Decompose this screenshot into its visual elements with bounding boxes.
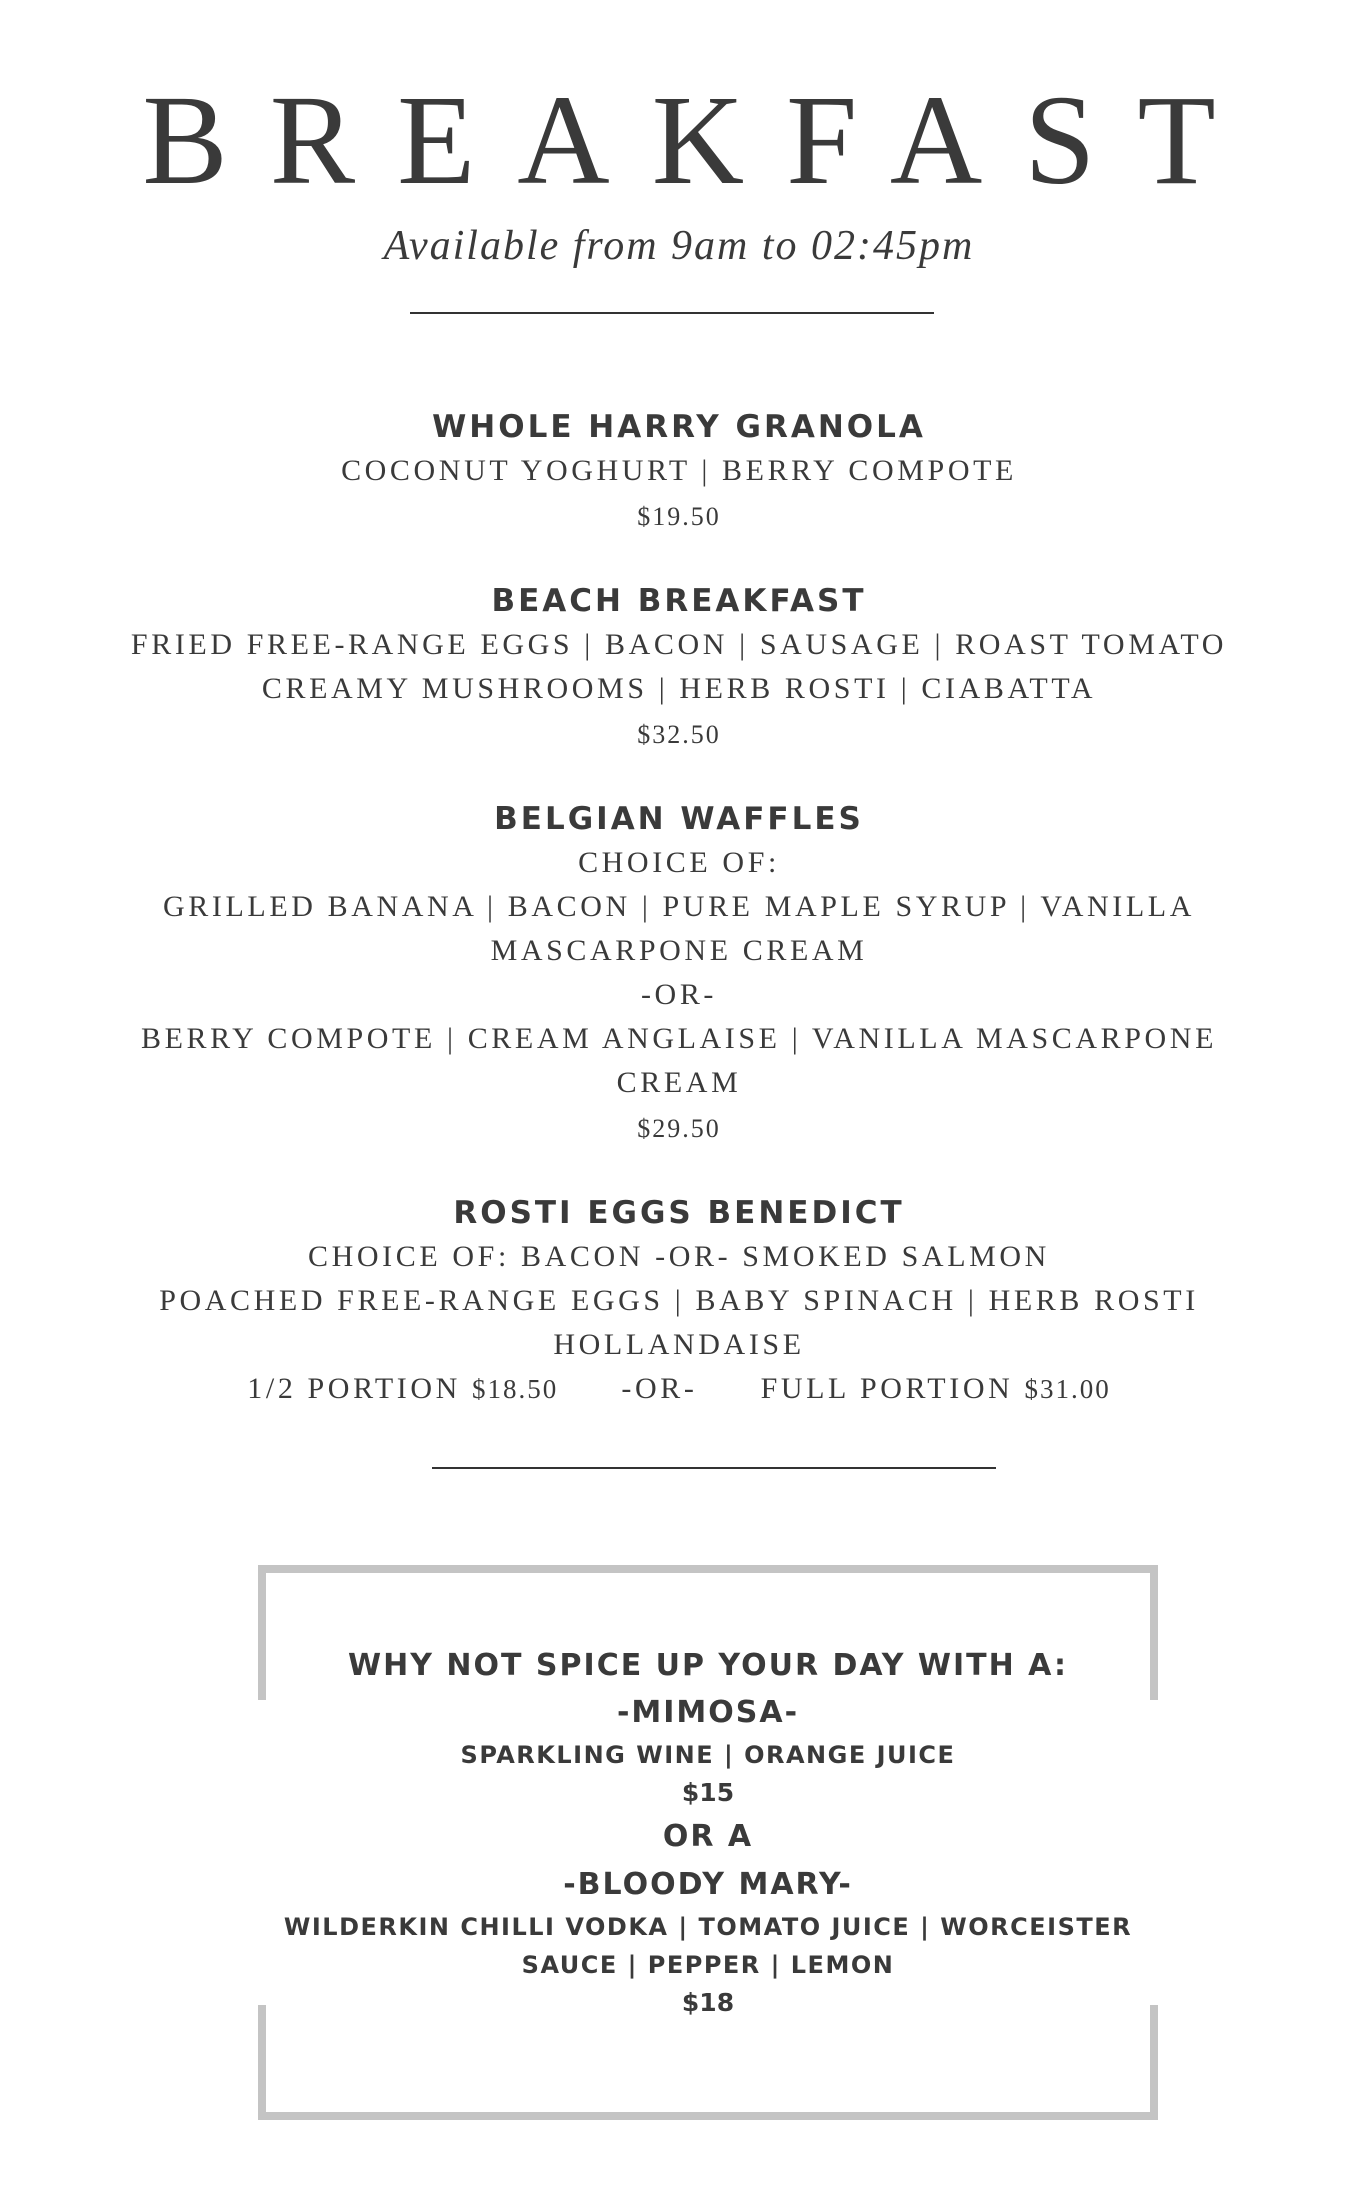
item-description: HOLLANDAISE bbox=[553, 1328, 805, 1361]
half-portion-label: 1/2 PORTION bbox=[247, 1372, 461, 1405]
mimosa-description: SPARKLING WINE | ORANGE JUICE bbox=[460, 1741, 956, 1769]
bloody-mary-name: -BLOODY MARY- bbox=[563, 1867, 853, 1902]
item-description: -OR- bbox=[640, 978, 718, 1011]
bloody-mary-description bbox=[258, 1908, 1158, 1984]
box-border-bottom bbox=[258, 2112, 1158, 2120]
item-description: CHOICE OF: bbox=[578, 846, 780, 879]
divider-top bbox=[410, 312, 934, 314]
half-portion-price: $18.50 bbox=[472, 1374, 559, 1404]
full-portion-label: FULL PORTION bbox=[760, 1372, 1014, 1405]
item-price: $29.50 bbox=[637, 1114, 721, 1143]
drinks-or: OR A bbox=[662, 1819, 754, 1854]
item-name: BEACH BREAKFAST bbox=[491, 583, 867, 619]
mimosa-name: -MIMOSA- bbox=[616, 1695, 800, 1730]
menu-list bbox=[0, 405, 1358, 1449]
full-portion-price: $31.00 bbox=[1024, 1374, 1111, 1404]
item-description: BERRY COMPOTE | CREAM ANGLAISE | VANILLA MASCARPONE bbox=[140, 1022, 1217, 1055]
menu-item-rosti-eggs-benedict bbox=[0, 1191, 1358, 1411]
item-description: FRIED FREE-RANGE EGGS | BACON | SAUSAGE | ROAST TOMATO bbox=[130, 628, 1228, 661]
box-border-top bbox=[258, 1565, 1158, 1573]
item-description: CHOICE OF: BACON -OR- SMOKED SALMON bbox=[308, 1240, 1050, 1273]
box-border-left-bottom bbox=[258, 2005, 266, 2120]
item-name: WHOLE HARRY GRANOLA bbox=[432, 409, 926, 445]
menu-item-granola bbox=[0, 405, 1358, 541]
bloody-mary-price: $18 bbox=[681, 1988, 735, 2017]
item-description: MASCARPONE CREAM bbox=[490, 934, 868, 967]
portion-or: -OR- bbox=[621, 1372, 698, 1405]
item-description: CREAMY MUSHROOMS | HERB ROSTI | CIABATTA bbox=[261, 672, 1097, 705]
bloody-mary-description-line: WILDERKIN CHILLI VODKA | TOMATO JUICE | WORCEISTER bbox=[283, 1913, 1133, 1941]
menu-item-beach-breakfast bbox=[0, 579, 1358, 759]
bloody-mary-description-line: SAUCE | PEPPER | LEMON bbox=[521, 1951, 895, 1979]
box-border-right-bottom bbox=[1150, 2005, 1158, 2120]
item-name: BELGIAN WAFFLES bbox=[494, 801, 864, 837]
portion-options bbox=[0, 1367, 1358, 1411]
item-price: $19.50 bbox=[637, 502, 721, 531]
divider-bottom bbox=[432, 1467, 996, 1469]
item-description: GRILLED BANANA | BACON | PURE MAPLE SYRUP | VANILLA bbox=[163, 890, 1195, 923]
page-title: BREAKFAST bbox=[142, 69, 1258, 211]
item-description: COCONUT YOGHURT | BERRY COMPOTE bbox=[341, 454, 1017, 487]
item-name: ROSTI EGGS BENEDICT bbox=[453, 1195, 905, 1231]
drinks-section bbox=[0, 1642, 1358, 2022]
item-description: CREAM bbox=[616, 1066, 742, 1099]
mimosa-price: $15 bbox=[681, 1778, 735, 1807]
menu-item-belgian-waffles bbox=[0, 797, 1358, 1153]
item-price: $32.50 bbox=[637, 720, 721, 749]
drinks-heading: WHY NOT SPICE UP YOUR DAY WITH A: bbox=[348, 1648, 1068, 1683]
availability-subtitle: Available from 9am to 02:45pm bbox=[383, 223, 975, 269]
item-description: POACHED FREE-RANGE EGGS | BABY SPINACH | HERB ROSTI bbox=[159, 1284, 1199, 1317]
